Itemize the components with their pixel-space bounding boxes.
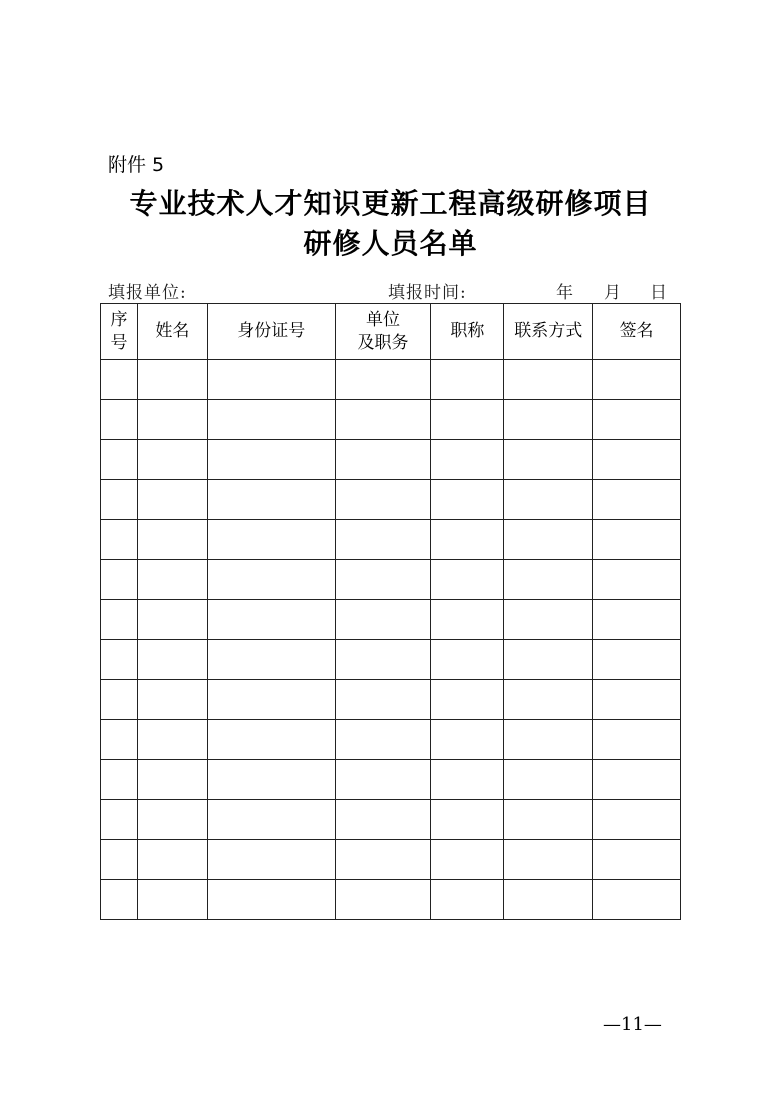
table-cell[interactable] <box>101 880 138 920</box>
table-cell[interactable] <box>101 400 138 440</box>
table-cell[interactable] <box>593 800 681 840</box>
table-cell[interactable] <box>137 760 207 800</box>
table-cell[interactable] <box>137 400 207 440</box>
table-cell[interactable] <box>207 600 335 640</box>
table-cell[interactable] <box>137 520 207 560</box>
table-cell[interactable] <box>335 840 431 880</box>
table-cell[interactable] <box>335 680 431 720</box>
table-cell[interactable] <box>504 840 593 880</box>
table-cell[interactable] <box>504 640 593 680</box>
personnel-table <box>100 303 681 920</box>
table-cell[interactable] <box>101 640 138 680</box>
table-cell[interactable] <box>593 640 681 680</box>
table-row <box>101 840 681 880</box>
table-cell[interactable] <box>593 600 681 640</box>
table-cell[interactable] <box>101 760 138 800</box>
date-day: 日 <box>650 283 668 303</box>
document-title: 专业技术人才知识更新工程高级研修项目 <box>129 187 652 220</box>
table-cell[interactable] <box>101 560 138 600</box>
table-cell[interactable] <box>504 440 593 480</box>
header-contact: 联系方式 <box>504 304 593 360</box>
table-row <box>101 880 681 920</box>
table-cell[interactable] <box>431 720 504 760</box>
table-cell[interactable] <box>593 760 681 800</box>
table-cell[interactable] <box>101 720 138 760</box>
table-cell[interactable] <box>593 720 681 760</box>
table-cell[interactable] <box>207 360 335 400</box>
table-cell[interactable] <box>101 520 138 560</box>
table-cell[interactable] <box>101 440 138 480</box>
header-id-number: 身份证号 <box>207 304 335 360</box>
fill-unit-label: 填报单位: <box>108 283 187 303</box>
table-cell[interactable] <box>137 600 207 640</box>
table-cell[interactable] <box>335 600 431 640</box>
header-unit-position: 单位 及职务 <box>335 304 431 360</box>
table-cell[interactable] <box>137 680 207 720</box>
table-cell[interactable] <box>504 880 593 920</box>
table-cell[interactable] <box>207 520 335 560</box>
table-cell[interactable] <box>101 680 138 720</box>
table-cell[interactable] <box>207 800 335 840</box>
header-name: 姓名 <box>137 304 207 360</box>
table-cell[interactable] <box>593 880 681 920</box>
table-row <box>101 800 681 840</box>
table-row <box>101 400 681 440</box>
fill-time-label: 填报时间: <box>388 283 467 303</box>
table-cell[interactable] <box>207 720 335 760</box>
table-cell[interactable] <box>335 400 431 440</box>
table-cell[interactable] <box>593 560 681 600</box>
table-cell[interactable] <box>335 720 431 760</box>
table-cell[interactable] <box>593 440 681 480</box>
table-cell[interactable] <box>593 680 681 720</box>
table-cell[interactable] <box>593 840 681 880</box>
document-subtitle: 研修人员名单 <box>303 227 478 260</box>
table-cell[interactable] <box>431 880 504 920</box>
date-year: 年 <box>556 283 574 303</box>
table-cell[interactable] <box>504 360 593 400</box>
table-cell[interactable] <box>504 720 593 760</box>
table-cell[interactable] <box>431 800 504 840</box>
table-row <box>101 360 681 400</box>
table-cell[interactable] <box>335 520 431 560</box>
table-cell[interactable] <box>207 560 335 600</box>
table-cell[interactable] <box>137 360 207 400</box>
table-cell[interactable] <box>431 760 504 800</box>
table-cell[interactable] <box>504 760 593 800</box>
header-serial: 序 号 <box>101 304 138 360</box>
table-cell[interactable] <box>207 400 335 440</box>
table-cell[interactable] <box>101 360 138 400</box>
table-cell[interactable] <box>431 600 504 640</box>
table-cell[interactable] <box>593 480 681 520</box>
header-title: 职称 <box>431 304 504 360</box>
table-cell[interactable] <box>207 480 335 520</box>
table-cell[interactable] <box>335 880 431 920</box>
table-row <box>101 640 681 680</box>
table-cell[interactable] <box>593 520 681 560</box>
table-cell[interactable] <box>431 840 504 880</box>
table-cell[interactable] <box>137 800 207 840</box>
table-cell[interactable] <box>207 440 335 480</box>
table-cell[interactable] <box>431 640 504 680</box>
table-cell[interactable] <box>504 400 593 440</box>
table-cell[interactable] <box>101 800 138 840</box>
table-cell[interactable] <box>101 840 138 880</box>
table-cell[interactable] <box>207 840 335 880</box>
table-cell[interactable] <box>431 520 504 560</box>
page-number: —11— <box>603 1014 662 1035</box>
table-cell[interactable] <box>101 600 138 640</box>
table-cell[interactable] <box>335 480 431 520</box>
table-row <box>101 520 681 560</box>
table-row <box>101 560 681 600</box>
table-cell[interactable] <box>504 800 593 840</box>
table-cell[interactable] <box>137 720 207 760</box>
table-cell[interactable] <box>504 480 593 520</box>
table-row <box>101 680 681 720</box>
table-cell[interactable] <box>335 360 431 400</box>
table-cell[interactable] <box>207 760 335 800</box>
table-cell[interactable] <box>335 560 431 600</box>
table-cell[interactable] <box>137 480 207 520</box>
table-row <box>101 440 681 480</box>
table-row <box>101 600 681 640</box>
table-cell[interactable] <box>593 400 681 440</box>
table-row <box>101 760 681 800</box>
table-cell[interactable] <box>137 840 207 880</box>
table-cell[interactable] <box>137 560 207 600</box>
table-cell[interactable] <box>335 760 431 800</box>
table-cell[interactable] <box>335 800 431 840</box>
table-cell[interactable] <box>504 600 593 640</box>
table-cell[interactable] <box>431 400 504 440</box>
table-cell[interactable] <box>431 440 504 480</box>
table-cell[interactable] <box>504 560 593 600</box>
date-month: 月 <box>604 283 622 303</box>
attachment-label: 附件 5 <box>108 154 165 176</box>
table-cell[interactable] <box>431 480 504 520</box>
table-cell[interactable] <box>207 640 335 680</box>
table-cell[interactable] <box>137 440 207 480</box>
table-row <box>101 720 681 760</box>
table-cell[interactable] <box>431 360 504 400</box>
table-header-row <box>101 304 681 360</box>
table-cell[interactable] <box>137 640 207 680</box>
table-cell[interactable] <box>137 880 207 920</box>
table-row <box>101 480 681 520</box>
header-signature: 签名 <box>593 304 681 360</box>
table-cell[interactable] <box>101 480 138 520</box>
table-cell[interactable] <box>431 560 504 600</box>
table-cell[interactable] <box>504 680 593 720</box>
table-cell[interactable] <box>431 680 504 720</box>
table-cell[interactable] <box>504 520 593 560</box>
table-cell[interactable] <box>593 360 681 400</box>
table-cell[interactable] <box>207 680 335 720</box>
table-cell[interactable] <box>207 880 335 920</box>
table-cell[interactable] <box>335 440 431 480</box>
table-cell[interactable] <box>335 640 431 680</box>
